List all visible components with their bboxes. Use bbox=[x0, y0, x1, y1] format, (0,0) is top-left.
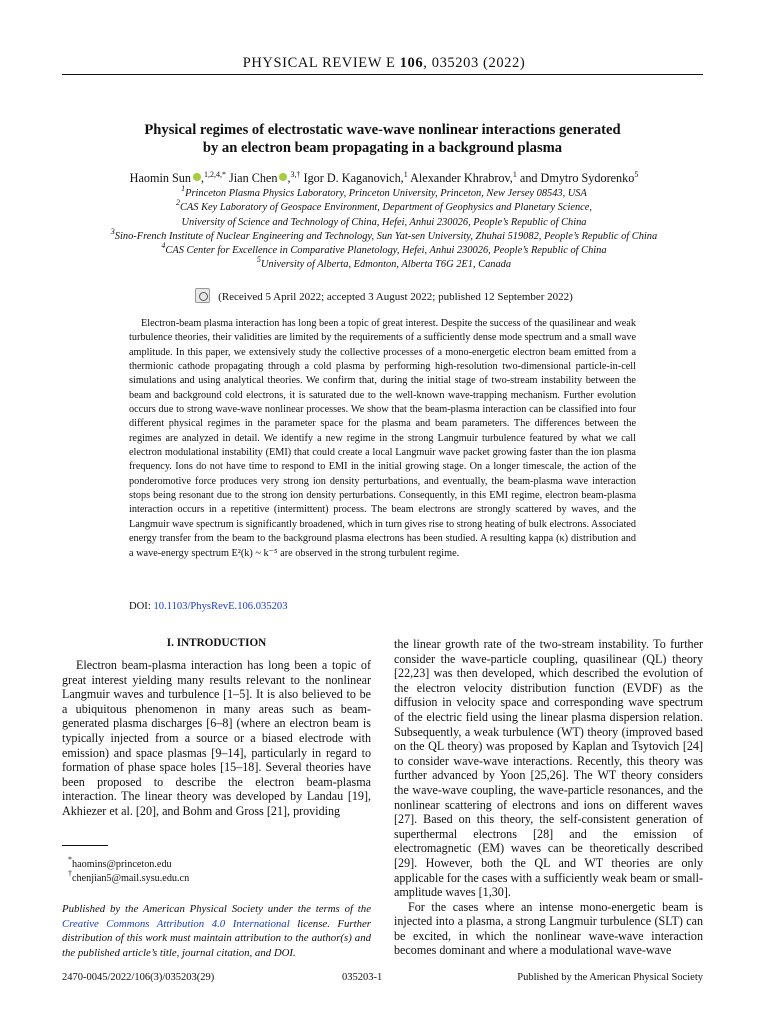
footnote bbox=[62, 869, 371, 886]
journal-name: PHYSICAL REVIEW E bbox=[242, 55, 396, 71]
footnote-email[interactable]: haomins@princeton.edu bbox=[72, 859, 172, 870]
left-column bbox=[62, 658, 371, 819]
crossmark-icon[interactable] bbox=[195, 288, 210, 303]
affiliation-text: CAS Key Laboratory of Geospace Environment, Department of Geophysics and Planetary Science, bbox=[180, 202, 592, 214]
author-affil: 3,† bbox=[290, 170, 301, 179]
author-name: Igor D. Kaganovich, bbox=[303, 171, 404, 185]
footnote-email[interactable]: chenjian5@mail.sysu.edu.cn bbox=[72, 873, 190, 884]
title-line-1: Physical regimes of electrostatic wave-wave nonlinear interactions generated bbox=[144, 122, 621, 138]
affiliation-text: University of Alberta, Edmonton, Alberta T6G 2E1, Canada bbox=[260, 259, 512, 271]
title-line-2: by an electron beam propagating in a background plasma bbox=[202, 139, 563, 156]
footer-issn: 2470-0045/2022/106(3)/035203(29) bbox=[62, 972, 215, 983]
footer-publisher: Published by the American Physical Society bbox=[517, 972, 703, 983]
journal-header bbox=[0, 55, 768, 72]
body-paragraph: Electron beam-plasma interaction has long been a topic of great interest yielding many results relevant to the nonlinear Langmuir waves and turbulence [1–5]. It is also believed to be a ubiquitous phenomenon in many areas such as beam-generated plasma discharges [6–8] (where an electron beam is typically injected from a source or a biased electrode with emission) and space plasmas [9–14], particularly in regard to formation of phase space holes [15–18]. Several theories have been proposed to describe the electron beam-plasma interaction. The linear theory was developed by Landau [19], Akhiezer et al. [20], and Bohm and Gross [21], providing bbox=[62, 658, 371, 818]
journal-citation: , 035203 (2022) bbox=[423, 55, 526, 71]
affiliation bbox=[0, 241, 768, 258]
author-affil: 1,2,4,* bbox=[203, 170, 226, 179]
affiliation bbox=[0, 226, 768, 244]
author-name: and Dmytro Sydorenko bbox=[519, 171, 635, 185]
footnotes bbox=[62, 855, 371, 886]
author-name: Jian Chen bbox=[229, 171, 278, 185]
affiliation-text: Princeton Plasma Physics Laboratory, Princeton University, Princeton, New Jersey 08543, USA bbox=[185, 188, 587, 199]
received-dates bbox=[0, 288, 768, 303]
affiliation bbox=[0, 184, 768, 201]
doi-line bbox=[129, 601, 288, 612]
author-list: Haomin Sun ,$^{1,2,4,*}$ Jian Chen ,$^{3,\dagger}$ Igor D. Kaganovich,$^1$ Alexander Khrabrov,$^1$ and Dmytro Sydorenko$^5$ bbox=[129, 170, 639, 185]
footer-page-number: 035203-1 bbox=[342, 972, 383, 983]
doi-link[interactable]: 10.1103/PhysRevE.106.035203 bbox=[153, 601, 288, 612]
affiliation-text: University of Science and Technology of China, Hefei, Anhui 230026, People’s Republic of China bbox=[181, 216, 587, 228]
license-text: license. Further distribution of this work must maintain attribution to the author(s) and the published article’s title, journal citation, and DOI. bbox=[62, 917, 371, 959]
affiliation-mark: 4 bbox=[161, 241, 166, 251]
author-name: Alexander Khrabrov, bbox=[410, 171, 513, 185]
affiliation bbox=[0, 198, 768, 215]
affiliation-mark: 3 bbox=[110, 226, 115, 236]
footnote bbox=[62, 855, 371, 872]
affiliation-mark: 2 bbox=[176, 198, 180, 208]
body-paragraph: the linear growth rate of the two-stream instability. To further consider the wave-particle coupling, quasilinear (QL) theory [22,23] was then developed, which described the evolution of the electron velocity distribution function (EVDF) as the diffusion in velocity space and corresponding wave spectrum of the electric field using the linear plasma dispersion relation. Subsequently, a weak turbulence (WT) theory (improved based on the QL theory) was proposed by Kaplan and Tsytovich [24] to consider wave-wave interactions. Recently, this theory was further advanced by Yoon [25,26]. The WT theory considers the wave-wave coupling, the wave-particle resonances, and the nonlinear scattering of electrons and ions on different waves [27]. Based on this theory, the self-consistent generation of superthermal electrons [28] and the emission of electromagnetic (EM) waves can be theoretically described [29]. However, both the QL and WT theories are only applicable for the cases with a sufficiently weak beam or small-amplitude waves [1,30]. bbox=[394, 637, 703, 900]
affiliation bbox=[0, 255, 768, 272]
received-text: (Received 5 April 2022; accepted 3 August 2022; published 12 September 2022) bbox=[218, 291, 573, 303]
license-notice bbox=[62, 902, 371, 960]
affiliation-text: CAS Center for Excellence in Comparative Planetology, Hefei, Anhui 230026, People’s Republic of China bbox=[165, 245, 607, 257]
author-affil: 5 bbox=[634, 170, 639, 179]
affiliation bbox=[0, 216, 768, 230]
journal-volume: 106 bbox=[399, 55, 424, 71]
affiliation-mark: 5 bbox=[256, 255, 261, 265]
author-name: Haomin Sun bbox=[129, 171, 191, 185]
author-affil: 1 bbox=[403, 170, 408, 179]
footnote-mark: * bbox=[68, 855, 72, 864]
right-column bbox=[394, 637, 703, 958]
body-paragraph: For the cases where an intense mono-energetic beam is injected into a plasma, a strong Langmuir turbulence (SLT) can be excited, in which the nonlinear wave-wave interaction becomes dominant and where a modulational wave-wave bbox=[394, 899, 703, 958]
paper-title bbox=[62, 122, 703, 157]
license-link[interactable]: Creative Commons Attribution 4.0 International bbox=[62, 917, 290, 930]
abstract: Electron-beam plasma interaction has long been a topic of great interest. Despite the success of the quasilinear and weak turbulence theories, their validities are limited by the requirements of a sufficiently dense mode spectrum and a small wave amplitude. In this paper, we extensively study the collective processes of a mono-energetic electron beam emitted from a thermionic cathode propagating through a cold plasma by performing high-resolution two-dimensional particle-in-cell simulations and using analytical theories. We confirm that, during the initial stage of two-stream instability between the beam and background cold electrons, it is saturated due to the well-known wave-trapping mechanism. Further evolution occurs due to strong wave-wave nonlinear processes. We show that the beam-plasma interaction can be classified into four different physical regimes in the parameter space for the plasma and beam parameters. The differences between the regimes are analyzed in detail. We identify a new regime in the strong Langmuir turbulence featured by what we call electron modulational instability (EMI) that could create a local Langmuir wave packet growing faster than the ion plasma frequency. Ions do not have time to respond to EMI in the initial growing stage. On a longer timescale, the action of the ponderomotive force produces very strong ion density perturbations, and eventually, the beam-plasma wave interaction stops being resonant due to the strong ion density perturbations. Consequently, in this EMI regime, electron beam-plasma interaction occurs in a repetitive (intermittent) process. The beam electrons are strongly scattered by waves, and the Langmuir wave spectrum is significantly broadened, which in turn gives rise to strong heating of bulk electrons. Associated energy transfer from the beam to the background plasma electrons has been studied. A resulting kappa (κ) distribution and a wave-energy spectrum E²(k) ~ k⁻⁵ are observed in the strong turbulent regime. bbox=[129, 318, 636, 559]
affiliation-mark: 1 bbox=[181, 184, 186, 193]
doi-label: DOI: bbox=[129, 601, 151, 612]
footnote-rule bbox=[62, 845, 108, 846]
affiliation-text: Sino-French Institute of Nuclear Engineering and Technology, Sun Yat-sen University, Zhuhai 519082, People’s Republic of China bbox=[114, 230, 658, 242]
license-text: Published by the American Physical Society under the terms of the bbox=[62, 903, 371, 915]
section-heading: I. INTRODUCTION bbox=[166, 637, 267, 649]
affiliations bbox=[0, 184, 768, 273]
header-rule bbox=[62, 74, 703, 75]
author-affil: 1 bbox=[512, 170, 517, 179]
footnote-mark: † bbox=[68, 869, 72, 878]
orcid-icon[interactable] bbox=[279, 173, 287, 181]
orcid-icon[interactable] bbox=[193, 173, 201, 181]
